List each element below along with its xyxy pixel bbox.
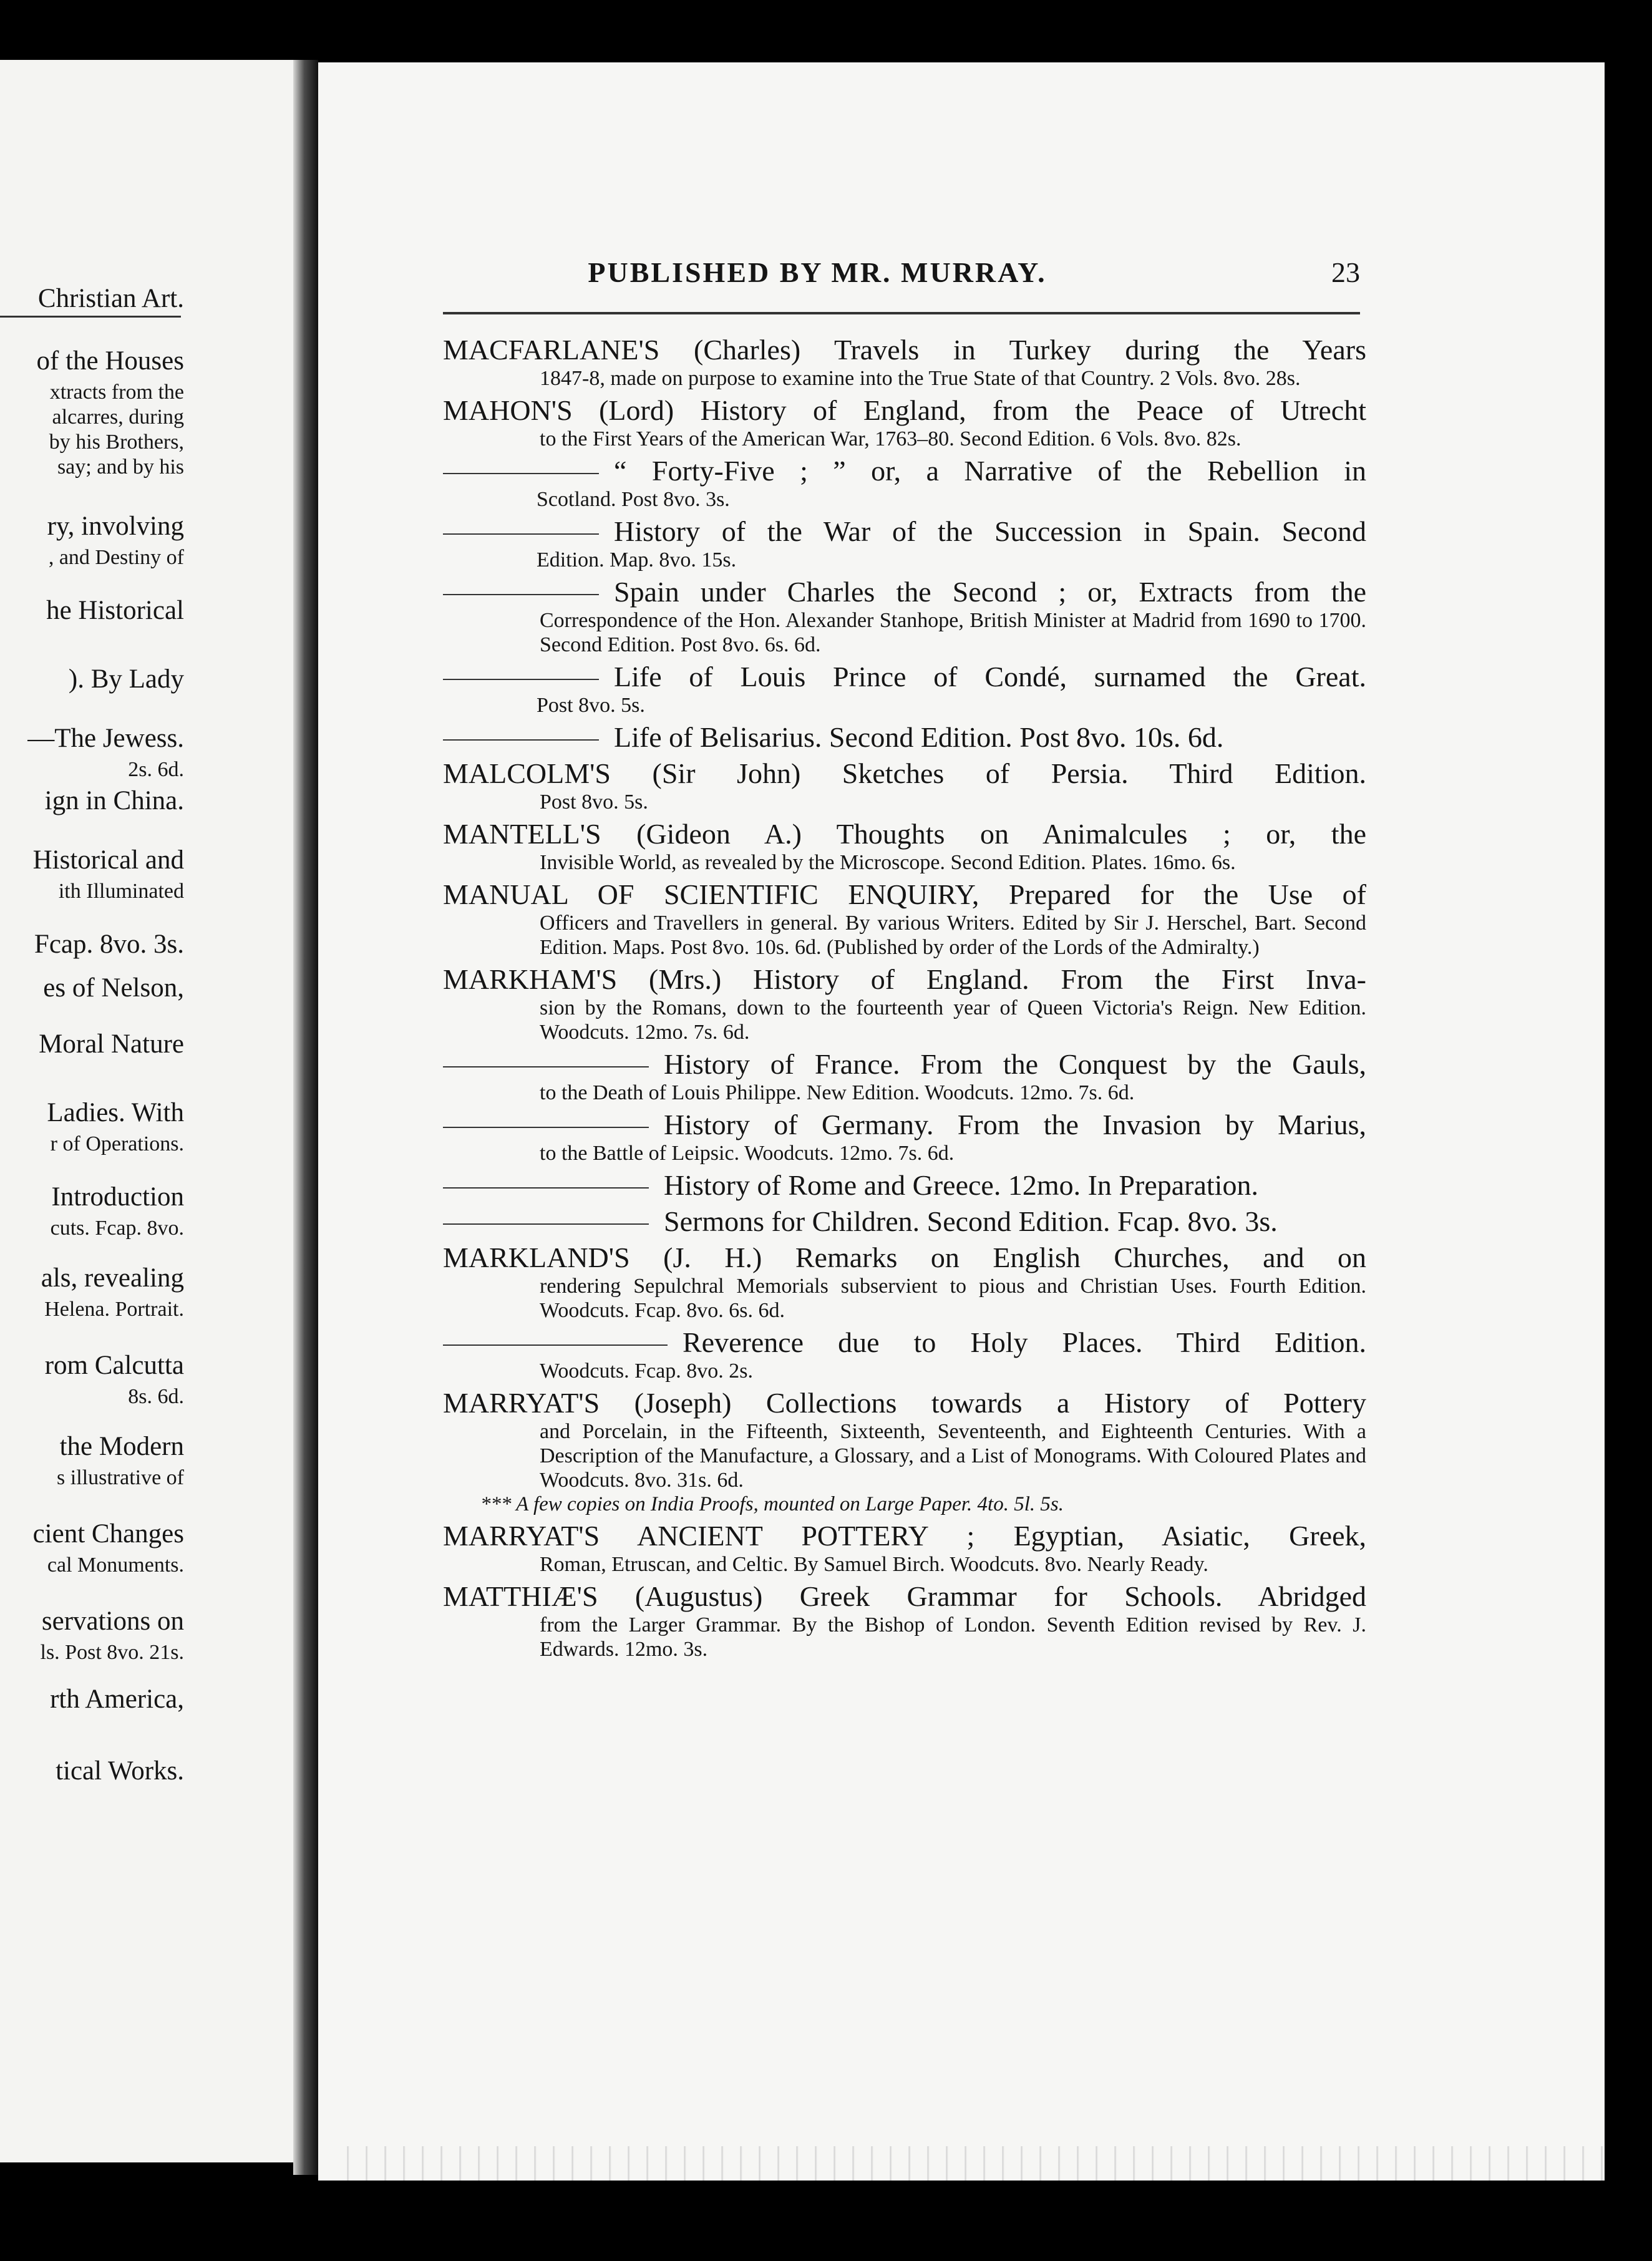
entry-heading-line (443, 1326, 1366, 1359)
left-page-line: 2s. 6d. (128, 758, 184, 781)
entry-heading-text: History of Rome and Greece. 12mo. In Preparation. (664, 1169, 1258, 1201)
catalogue-list (443, 334, 1366, 1665)
left-page-line: s illustrative of (57, 1466, 184, 1489)
book-gutter (293, 60, 318, 2175)
catalogue-entry (443, 515, 1366, 572)
catalogue-entry (443, 1169, 1366, 1202)
catalogue-entry (443, 818, 1366, 875)
left-page-line: Fcap. 8vo. 3s. (34, 930, 184, 959)
left-page-line: tical Works. (56, 1756, 184, 1786)
left-page-line: als, revealing (41, 1263, 184, 1293)
entry-heading-line (443, 455, 1366, 487)
entry-description: Post 8vo. 5s. (537, 694, 645, 717)
ditto-dash (443, 1066, 649, 1067)
left-page-line: ls. Post 8vo. 21s. (40, 1641, 184, 1664)
catalogue-entry (443, 963, 1366, 1044)
catalogue-entry (443, 878, 1366, 960)
entry-description: Scotland. Post 8vo. 3s. (537, 488, 730, 511)
left-page-line: Introduction (51, 1182, 184, 1212)
left-page-line: the Modern (59, 1432, 184, 1461)
entry-heading-line (443, 757, 1366, 790)
entry-heading-line (443, 1205, 1366, 1238)
entry-note: *** A few copies on India Proofs, mounted on Large Paper. 4to. 5l. 5s. (480, 1493, 1064, 1515)
entry-heading-line (443, 1109, 1366, 1141)
left-page-line: alcarres, during (52, 406, 184, 429)
left-page-line: Christian Art. (37, 284, 184, 313)
left-page-line: Helena. Portrait. (44, 1298, 184, 1321)
left-page-line: he Historical (46, 596, 184, 625)
ditto-dash (443, 679, 599, 680)
left-page-line: 8s. 6d. (128, 1385, 184, 1408)
entry-heading-text: Spain under Charles the Second ; or, Extracts from the (614, 576, 1366, 608)
left-page-line: cal Monuments. (47, 1554, 184, 1577)
ditto-dash (443, 1344, 668, 1346)
catalogue-entry (443, 334, 1366, 391)
catalogue-entry (443, 1109, 1366, 1165)
entry-heading-text: History of the War of the Succession in Spain. Second (614, 515, 1366, 547)
entry-description: Woodcuts. Fcap. 8vo. 2s. (540, 1359, 753, 1383)
catalogue-entry (443, 757, 1366, 814)
entry-heading-text: MARRYAT'S ANCIENT POTTERY ; Egyptian, Asiatic, Greek, (443, 1520, 1366, 1552)
entry-heading-line (443, 1048, 1366, 1081)
entry-heading-line (443, 1580, 1366, 1613)
ditto-dash (443, 739, 599, 741)
entry-heading-line (443, 1520, 1366, 1552)
left-page-line: of the Houses (36, 346, 184, 376)
catalogue-entry (443, 1242, 1366, 1323)
entry-description: Edition. Map. 8vo. 15s. (537, 548, 737, 571)
entry-heading-line (443, 1242, 1366, 1274)
entry-heading-text: MARKLAND'S (J. H.) Remarks on English Churches, and on (443, 1242, 1366, 1273)
catalogue-entry (443, 1205, 1366, 1238)
left-page-line: , and Destiny of (48, 546, 184, 569)
entry-heading-line (443, 1169, 1366, 1202)
ditto-dash (443, 473, 599, 474)
catalogue-entry (443, 394, 1366, 451)
entry-heading-line (443, 394, 1366, 427)
entry-description: to the First Years of the American War, 1763–80. Second Edition. 6 Vols. 8vo. 82s. (540, 427, 1241, 450)
entry-heading-text: MANUAL OF SCIENTIFIC ENQUIRY, Prepared for the Use of (443, 878, 1366, 910)
page-number: 23 (1331, 256, 1360, 288)
catalogue-entry (443, 1048, 1366, 1105)
entry-description: Correspondence of the Hon. Alexander Stanhope, British Minister at Madrid from 1690 to 1700. Second Edition. Post 8vo. 6s. 6d. (540, 609, 1366, 656)
left-page-line: es of Nelson, (43, 973, 184, 1003)
entry-heading-text: Life of Louis Prince of Condé, surnamed the Great. (614, 661, 1366, 693)
left-page-line: r of Operations. (50, 1132, 184, 1155)
entry-heading-text: MARRYAT'S (Joseph) Collections towards a History of Pottery (443, 1387, 1366, 1419)
entry-description: 1847-8, made on purpose to examine into the True State of that Country. 2 Vols. 8vo. 28s. (540, 367, 1301, 390)
entry-heading-line (443, 515, 1366, 548)
catalogue-entry (443, 1520, 1366, 1577)
catalogue-entry (443, 1326, 1366, 1383)
ditto-dash (443, 1127, 649, 1128)
entry-heading-line (443, 963, 1366, 996)
entry-heading-text: MAHON'S (Lord) History of England, from the Peace of Utrecht (443, 394, 1366, 426)
left-page-line: cient Changes (32, 1519, 184, 1549)
entry-heading-text: Reverence due to Holy Places. Third Edition. (683, 1326, 1366, 1358)
page-edge (331, 2146, 1605, 2181)
header-rule (443, 312, 1360, 314)
entry-heading-line (443, 878, 1366, 911)
entry-heading-line (443, 661, 1366, 693)
entry-description: to the Battle of Leipsic. Woodcuts. 12mo. 7s. 6d. (540, 1142, 955, 1165)
entry-description: from the Larger Grammar. By the Bishop of London. Seventh Edition revised by Rev. J. Edwards. 12mo. 3s. (540, 1613, 1366, 1661)
catalogue-entry (443, 1580, 1366, 1661)
entry-heading-text: MALCOLM'S (Sir John) Sketches of Persia. Third Edition. (443, 757, 1366, 789)
entry-heading-text: MANTELL'S (Gideon A.) Thoughts on Animalcules ; or, the (443, 818, 1366, 850)
entry-heading-line (443, 721, 1366, 754)
entry-heading-text: Sermons for Children. Second Edition. Fcap. 8vo. 3s. (664, 1205, 1278, 1237)
entry-description: Roman, Etruscan, and Celtic. By Samuel Birch. Woodcuts. 8vo. Nearly Ready. (540, 1553, 1208, 1576)
entry-heading-text: MACFARLANE'S (Charles) Travels in Turkey during the Years (443, 334, 1366, 366)
left-page-line: rth America, (50, 1685, 184, 1714)
entry-heading-text: “ Forty-Five ; ” or, a Narrative of the Rebellion in (614, 455, 1366, 487)
entry-heading-line (443, 818, 1366, 850)
entry-heading-text: History of Germany. From the Invasion by Marius, (664, 1109, 1366, 1140)
running-title: PUBLISHED BY MR. MURRAY. (588, 256, 1047, 288)
left-page-fragment (0, 60, 293, 2162)
entry-heading-line (443, 334, 1366, 366)
ditto-dash (443, 533, 599, 535)
catalogue-entry (443, 721, 1366, 754)
left-page-line: xtracts from the (49, 381, 184, 404)
left-page-line: servations on (41, 1607, 184, 1636)
left-header-rule (0, 316, 181, 318)
ditto-dash (443, 1187, 649, 1189)
catalogue-entry (443, 576, 1366, 657)
entry-description: Officers and Travellers in general. By various Writers. Edited by Sir J. Herschel, Bart. Second Edition. Maps. Post 8vo. 10s. 6d. (Published by order of the Lords of the Admiralty.) (540, 912, 1366, 959)
entry-description: sion by the Romans, down to the fourteenth year of Queen Victoria's Reign. New Edition. Woodcuts. 12mo. 7s. 6d. (540, 996, 1366, 1044)
entry-description: Invisible World, as revealed by the Microscope. Second Edition. Plates. 16mo. 6s. (540, 851, 1236, 874)
entry-heading-text: Life of Belisarius. Second Edition. Post 8vo. 10s. 6d. (614, 721, 1224, 753)
entry-heading-line (443, 1387, 1366, 1419)
left-page-line: ). By Lady (68, 664, 184, 694)
running-header (337, 256, 1360, 293)
left-page-line: by his Brothers, (49, 430, 184, 454)
left-page-line: cuts. Fcap. 8vo. (50, 1217, 184, 1240)
entry-heading-line (443, 576, 1366, 608)
left-page-line: Moral Nature (39, 1029, 184, 1059)
left-page-line: Ladies. With (47, 1098, 184, 1127)
catalogue-entry (443, 661, 1366, 717)
entry-description: to the Death of Louis Philippe. New Edition. Woodcuts. 12mo. 7s. 6d. (540, 1081, 1135, 1104)
ditto-dash (443, 594, 599, 595)
left-page-line: ign in China. (44, 786, 184, 815)
left-page-line: —The Jewess. (27, 724, 184, 753)
entry-description: and Porcelain, in the Fifteenth, Sixteenth, Seventeenth, and Eighteenth Centuries. With a Description of the Manufacture, a Glossary, and a List of Monograms. With Coloured Plates and Woodcuts. 8vo. 31s. 6d. (540, 1420, 1366, 1492)
entry-description: Post 8vo. 5s. (540, 790, 648, 814)
left-page-line: say; and by his (57, 455, 184, 479)
left-page-line: ith Illuminated (58, 880, 184, 903)
left-page-line: ry, involving (47, 512, 184, 541)
left-page-line: Historical and (32, 845, 184, 875)
entry-heading-text: MATTHIÆ'S (Augustus) Greek Grammar for Schools. Abridged (443, 1580, 1366, 1612)
entry-heading-text: MARKHAM'S (Mrs.) History of England. From the First Inva- (443, 963, 1366, 995)
left-page-line: rom Calcutta (44, 1351, 184, 1380)
entry-heading-text: History of France. From the Conquest by the Gauls, (664, 1048, 1366, 1080)
entry-description: rendering Sepulchral Memorials subservient to pious and Christian Uses. Fourth Edition. Woodcuts. Fcap. 8vo. 6s. 6d. (540, 1275, 1366, 1322)
catalogue-entry (443, 1387, 1366, 1516)
catalogue-entry (443, 455, 1366, 512)
ditto-dash (443, 1223, 649, 1225)
